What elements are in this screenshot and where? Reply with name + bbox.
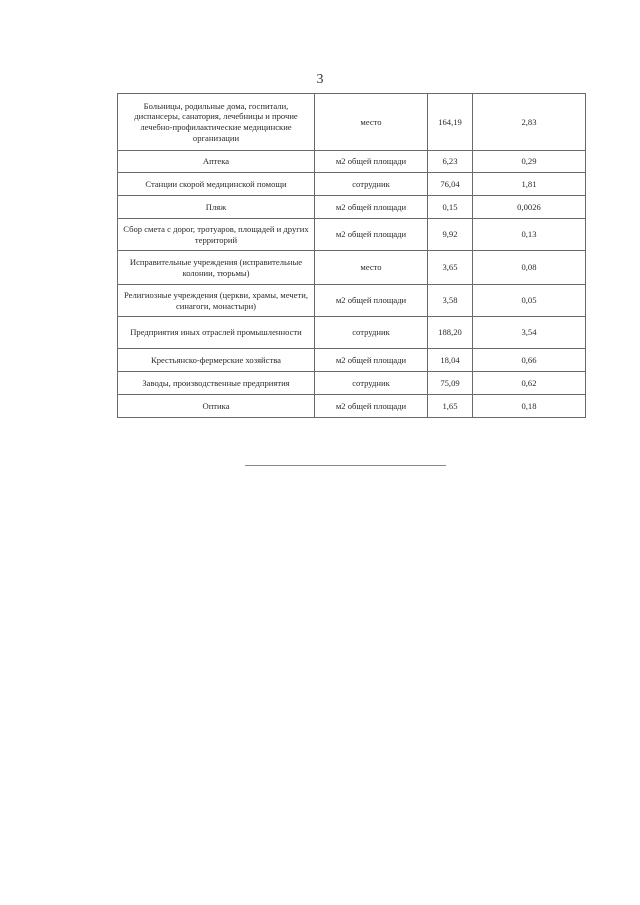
value-cell: 0,62: [473, 372, 586, 395]
table-row: [118, 94, 586, 151]
object-name-cell: Станции скорой медицинской помощи: [118, 173, 315, 196]
table-row: [118, 372, 586, 395]
table-row: [118, 317, 586, 349]
object-name-cell: Исправительные учреждения (исправительные колонии, тюрьмы): [118, 251, 315, 285]
table-row: [118, 349, 586, 372]
object-name-cell: Сбор смета с дорог, тротуаров, площадей и других территорий: [118, 219, 315, 251]
unit-cell: сотрудник: [315, 173, 428, 196]
table-row: [118, 251, 586, 285]
value-cell: 0,0026: [473, 196, 586, 219]
unit-cell: м2 общей площади: [315, 285, 428, 317]
table-row: [118, 173, 586, 196]
unit-cell: сотрудник: [315, 372, 428, 395]
unit-cell: м2 общей площади: [315, 151, 428, 173]
waste-norms-table: [117, 93, 586, 418]
object-name-cell: Аптека: [118, 151, 315, 173]
value-cell: 1,81: [473, 173, 586, 196]
object-name-cell: Больницы, родильные дома, госпитали, диспансеры, санатория, лечебницы и прочие лечебно-профилактические медицинские организации: [118, 94, 315, 151]
value-cell: 18,04: [428, 349, 473, 372]
table-row: [118, 196, 586, 219]
page-number: 3: [316, 72, 324, 87]
end-of-document-line: [245, 465, 446, 466]
value-cell: 164,19: [428, 94, 473, 151]
unit-cell: м2 общей площади: [315, 196, 428, 219]
unit-cell: место: [315, 94, 428, 151]
value-cell: 6,23: [428, 151, 473, 173]
unit-cell: м2 общей площади: [315, 349, 428, 372]
object-name-cell: Оптика: [118, 395, 315, 418]
value-cell: 0,15: [428, 196, 473, 219]
unit-cell: сотрудник: [315, 317, 428, 349]
table-row: [118, 285, 586, 317]
value-cell: 3,58: [428, 285, 473, 317]
object-name-cell: Пляж: [118, 196, 315, 219]
table-row: [118, 151, 586, 173]
table-row: [118, 219, 586, 251]
table-row: [118, 395, 586, 418]
value-cell: 2,83: [473, 94, 586, 151]
value-cell: 0,08: [473, 251, 586, 285]
value-cell: 75,09: [428, 372, 473, 395]
value-cell: 3,65: [428, 251, 473, 285]
value-cell: 9,92: [428, 219, 473, 251]
value-cell: 188,20: [428, 317, 473, 349]
unit-cell: место: [315, 251, 428, 285]
value-cell: 0,29: [473, 151, 586, 173]
value-cell: 0,66: [473, 349, 586, 372]
value-cell: 0,13: [473, 219, 586, 251]
value-cell: 1,65: [428, 395, 473, 418]
object-name-cell: Крестьянско-фермерские хозяйства: [118, 349, 315, 372]
unit-cell: м2 общей площади: [315, 395, 428, 418]
value-cell: 76,04: [428, 173, 473, 196]
value-cell: 3,54: [473, 317, 586, 349]
value-cell: 0,18: [473, 395, 586, 418]
unit-cell: м2 общей площади: [315, 219, 428, 251]
object-name-cell: Предприятия иных отраслей промышленности: [118, 317, 315, 349]
object-name-cell: Заводы, производственные предприятия: [118, 372, 315, 395]
object-name-cell: Религиозные учреждения (церкви, храмы, мечети, синагоги, монастыри): [118, 285, 315, 317]
value-cell: 0,05: [473, 285, 586, 317]
